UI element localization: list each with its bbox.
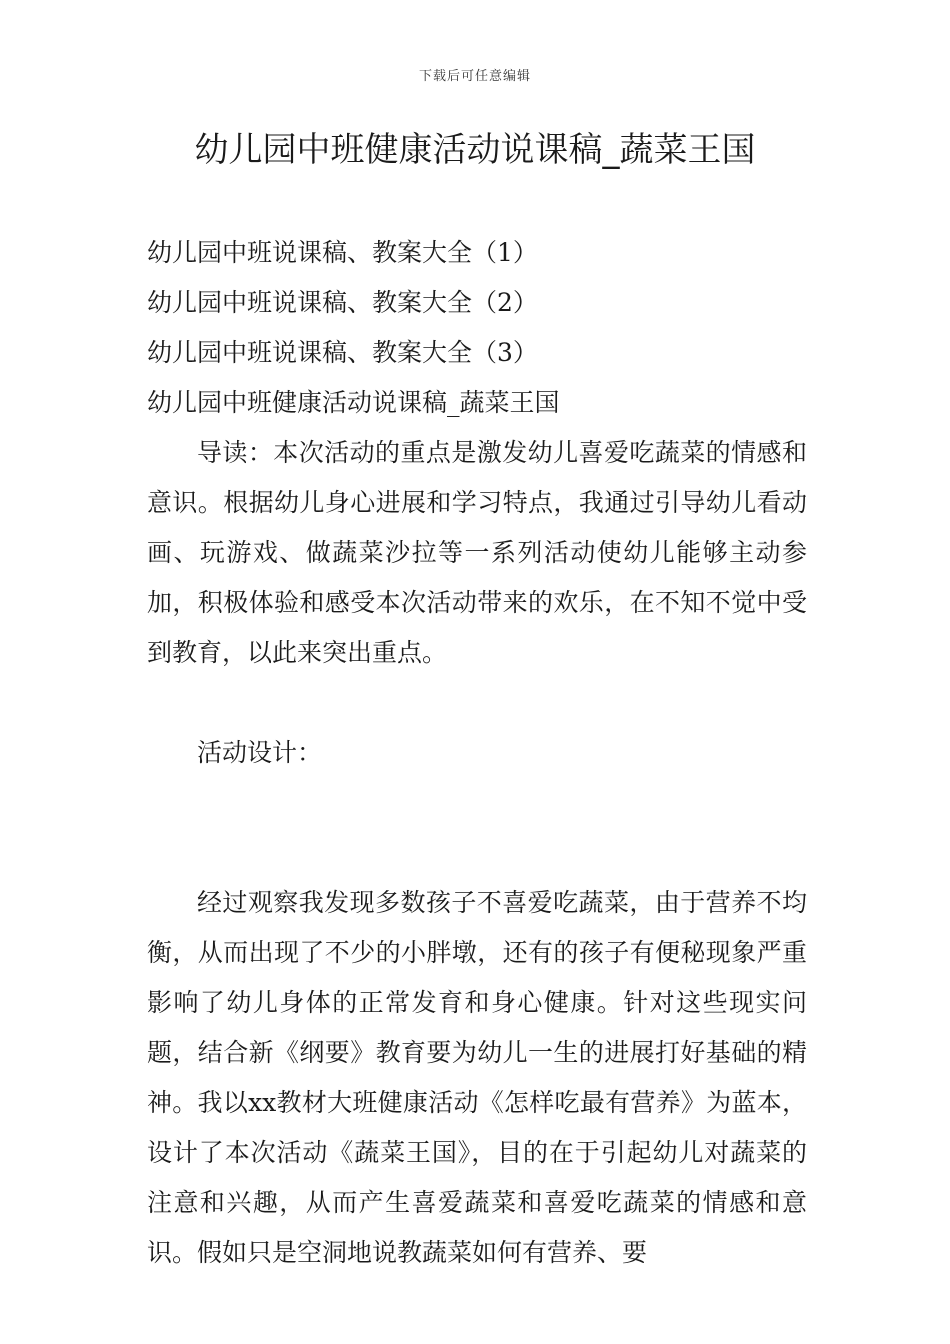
toc-line-2: 幼儿园中班说课稿、教案大全（2） (147, 288, 538, 317)
header-note: 下载后可任意编辑 (418, 69, 531, 84)
document-body (147, 228, 807, 1278)
body-paragraph: 经过观察我发现多数孩子不喜爱吃蔬菜，由于营养不均衡，从而出现了不少的小胖墩，还有的孩子有便秘现象严重影响了幼儿身体的正常发育和身心健康。针对这些现实问题，结合新《纲要》教育要为幼儿一生的进展打好基础的精神。我以xx教材大班健康活动《怎样吃最有营养》为蓝本，设计了本次活动《蔬菜王国》，目的在于引起幼儿对蔬菜的注意和兴趣，从而产生喜爱蔬菜和喜爱吃蔬菜的情感和意识。假如只是空洞地说教蔬菜如何有营养、要 (147, 888, 807, 1267)
section-heading: 活动设计： (197, 738, 323, 767)
toc-line-1: 幼儿园中班说课稿、教案大全（1） (147, 238, 538, 267)
document-title: 幼儿园中班健康活动说课稿_蔬菜王国 (194, 130, 756, 170)
intro-paragraph: 导读：本次活动的重点是激发幼儿喜爱吃蔬菜的情感和意识。根据幼儿身心进展和学习特点，我通过引导幼儿看动画、玩游戏、做蔬菜沙拉等一系列活动使幼儿能够主动参加，积极体验和感受本次活动带来的欢乐，在不知不觉中受到教育，以此来突出重点。 (147, 438, 807, 667)
toc-line-3: 幼儿园中班说课稿、教案大全（3） (147, 338, 538, 367)
toc-line-4: 幼儿园中班健康活动说课稿_蔬菜王国 (147, 388, 560, 417)
